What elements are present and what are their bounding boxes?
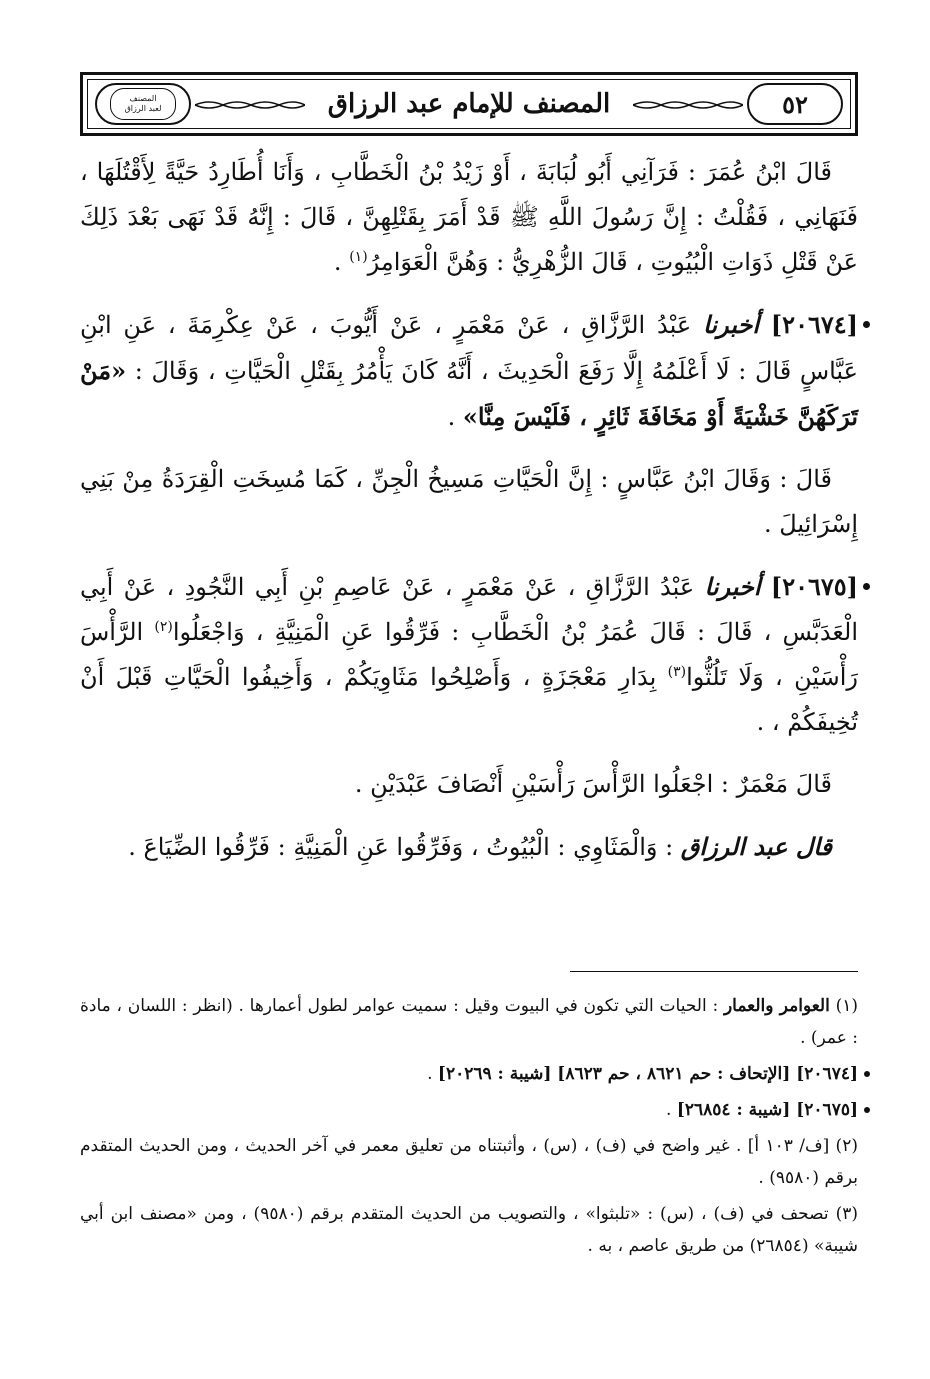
reference-20675 [80,1094,858,1126]
paragraph-text: قَالَ ابْنُ عُمَرَ : فَرَآنِي أَبُو لُبَابَةَ ، أَوْ زَيْدُ بْنُ الْخَطَّابِ ، وَأَنَا أُطَارِدُ حَيَّةً لِأَقْتُلَهَا ، فَنَهَانِي ، فَقُلْتُ : إِنَّ رَسُولَ اللَّهِ ﷺ قَدْ أَمَرَ بِقَتْلِهِنَّ ، قَالَ : إِنَّهُ قَدْ نَهَى بَعْدَ ذَلِكَ عَنْ قَتْلِ ذَوَاتِ الْبُيُوتِ ، قَالَ الزُّهْرِيُّ : وَهُنَّ الْعَوَامِرُ [80,158,858,276]
footnote-separator [570,971,858,972]
hadith-end: . [447,403,463,431]
hadith-bullet [863,583,870,590]
page-number-cartouche [747,83,843,125]
main-text [80,150,858,887]
reference-end: . [427,1064,438,1084]
paragraph-ibn-umar [80,150,858,285]
speaker-label: قال عبد الرزاق [680,832,832,861]
footnote-text: : الحيات التي تكون في البيوت وقيل : سميت عوامر لطول أعمارها . (انظر : اللسان ، مادة : عمر) . [80,996,858,1048]
hadith-number: [٢٠٦٧٥] [770,572,858,601]
footnote-ref-3[interactable]: (٣) [667,664,687,680]
reference-end: . [666,1100,677,1120]
hadith-20674 [80,302,858,440]
seal-line-1: المصنف [129,94,157,103]
footnote-ref-1[interactable]: (١) [349,249,368,265]
reference-text: [٢٠٦٧٥] [شيبة : ٢٦٨٥٤] [676,1100,858,1120]
hadith-20675 [80,564,858,745]
paragraph-text: : وَالْمَثَاوِي : الْبُيُوتُ ، وَفَرِّقُوا عَنِ الْمَنِيَّةِ : فَرِّقُوا الضِّيَاعَ . [128,833,681,861]
paragraph-mamar [80,762,858,807]
seal-cartouche [95,83,191,125]
footnote-term: العوامر والعمار [723,996,830,1016]
paragraph-text: قَالَ : وَقَالَ ابْنُ عَبَّاسٍ : إِنَّ الْحَيَّاتِ مَسِيخُ الْجِنِّ ، كَمَا مُسِخَتِ الْقِرَدَةُ مِنْ بَنِي إِسْرَائِيلَ . [80,465,858,538]
hadith-text-b: الرَّأْسَ رَأْسَيْنِ ، وَلَا تَلُثُّوا [80,618,858,691]
footnote-3: (٣) تصحف في (ف) ، (س) : «تلبثوا» ، والتصويب من الحديث المتقدم برقم (٩٥٨٠) ، ومن «مصنف ابن أبي شيبة» (٢٦٨٥٤) من طريق عاصم ، به . [80,1204,859,1256]
reference-text: [٢٠٦٧٤] [الإتحاف : حم ٨٦٢١ ، حم ٨٦٢٣] [شيبة : ٢٠٢٦٩] [437,1064,858,1084]
footnote-ref-2[interactable]: (٢) [154,619,173,635]
footnote-mark: (١) [835,996,858,1016]
book-seal [110,88,176,120]
reference-bullet [864,1107,870,1113]
hadith-text-c: بِدَارِ مَعْجَزَةٍ ، وَأَصْلِحُوا مَثَاوِيَكُمْ ، وَأَخِيفُوا الْحَيَّاتِ قَبْلَ أَنْ تُخِيفَكُمْ ، . [80,663,858,736]
page-header [80,72,858,136]
header-title-box [313,83,625,125]
akhbarana-word: أخبرنا [703,310,759,339]
footnote-1 [80,990,858,1054]
footnotes [80,990,858,1266]
book-title: المصنف للإمام عبد الرزاق [327,89,611,119]
paragraph-ibn-abbas [80,457,858,547]
hadith-text: عَبْدُ الرَّزَّاقِ ، عَنْ مَعْمَرٍ ، عَنْ أَيُّوبَ ، عَنْ عِكْرِمَةَ ، عَنِ ابْنِ عَبَّاسٍ قَالَ : لَا أَعْلَمُهُ إِلَّا رَفَعَ الْحَدِيثَ ، أَنَّهُ كَانَ يَأْمُرُ بِقَتْلِ الْحَيَّاتِ ، وَقَالَ : [80,311,858,385]
footnote-2: (٢) [ف/ ١٠٣ أ] . غير واضح في (ف) ، (س) ، وأثبتناه من تعليق معمر في آخر الحديث ، ومن الحديث المتقدم برقم (٩٥٨٠) . [80,1136,858,1188]
prophetic-quote: «مَنْ تَرَكَهُنَّ خَشْيَةً أَوْ مَخَافَةَ ثَائِرٍ ، فَلَيْسَ مِنَّا» [80,356,858,431]
header-ornament-left [195,99,305,111]
hadith-text-a: عَبْدُ الرَّزَّاقِ ، عَنْ مَعْمَرٍ ، عَنْ عَاصِمِ بْنِ أَبِي النَّجُودِ ، عَنْ أَبِي الْعَدَبَّسِ ، قَالَ : قَالَ عُمَرُ بْنُ الْخَطَّابِ : فَرِّقُوا عَنِ الْمَنِيَّةِ ، وَاجْعَلُوا [80,573,858,646]
paragraph-abdurrazzaq [80,824,858,870]
header-ornament-right [633,99,743,111]
hadith-number: [٢٠٦٧٤] [770,310,858,339]
paragraph-text: قَالَ مَعْمَرٌ : اجْعَلُوا الرَّأْسَ رَأْسَيْنِ أَنْصَافَ عَبْدَيْنِ . [354,770,832,798]
akhbarana-word: أخبرنا [704,572,761,601]
hadith-bullet [863,321,870,328]
page-number: ٥٢ [782,89,808,119]
paragraph-end: . [333,248,350,276]
reference-20674 [80,1058,858,1090]
reference-bullet [864,1071,870,1077]
seal-line-2: لعبد الرزاق [124,104,162,113]
